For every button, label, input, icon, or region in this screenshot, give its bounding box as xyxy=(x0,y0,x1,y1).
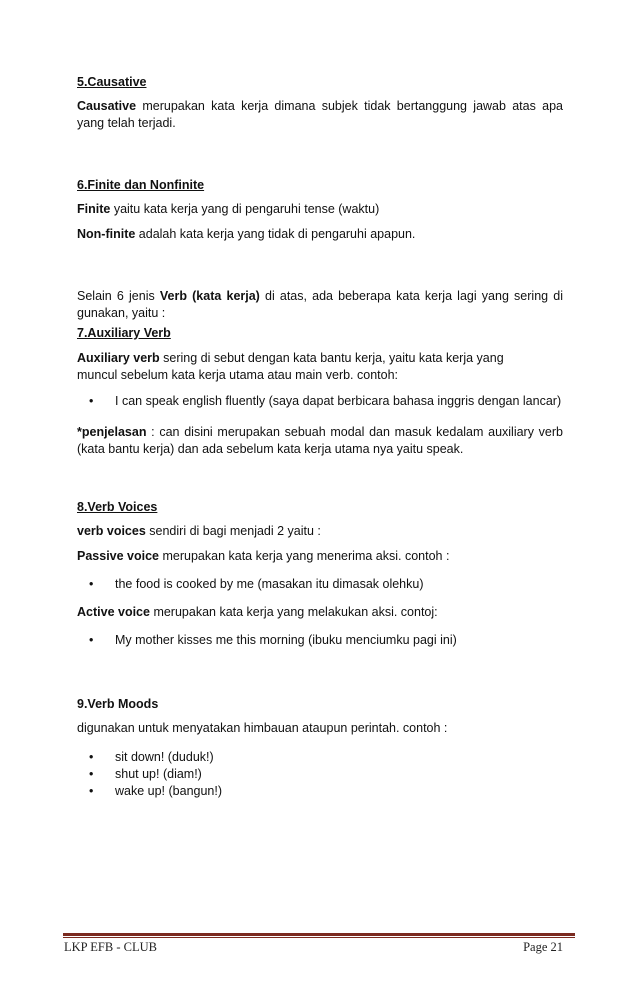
heading-verb-voices: 8.Verb Voices xyxy=(77,500,158,514)
text-penjelasan: : can disini merupakan sebuah modal dan masuk kedalam auxiliary verb (kata bantu kerja) dan ada sebelum kata kerja utama nya yaitu speak. xyxy=(77,425,563,456)
term-causative: Causative xyxy=(77,99,137,113)
bullet-icon: • xyxy=(89,577,94,591)
paragraph-auxiliary xyxy=(77,350,517,384)
text-nonfinite: adalah kata kerja yang tidak di pengaruhi apapun. xyxy=(135,227,416,241)
term-nonfinite: Non-finite xyxy=(77,227,136,241)
footer-left-text: LKP EFB - CLUB xyxy=(64,940,157,954)
bullet-icon: • xyxy=(89,633,94,647)
bullet-icon: • xyxy=(89,784,94,798)
intro-bold: Verb (kata kerja) xyxy=(159,289,260,303)
text-auxiliary: sering di sebut dengan kata bantu kerja, yaitu kata kerja yang muncul sebelum kata kerja utama atau main verb. contoh: xyxy=(77,351,504,382)
list-item: • wake up! (bangun!) xyxy=(89,784,223,798)
bullet-list-auxiliary xyxy=(77,393,561,410)
paragraph-intro xyxy=(77,288,563,322)
heading-causative: 5.Causative xyxy=(77,75,147,89)
term-auxiliary: Auxiliary verb xyxy=(77,351,160,365)
text-passive: merupakan kata kerja yang menerima aksi. contoh : xyxy=(159,549,450,563)
paragraph-verb-moods: digunakan untuk menyatakan himbauan ataupun perintah. contoh : xyxy=(77,721,448,735)
paragraph-finite xyxy=(77,201,563,218)
bullet-icon: • xyxy=(89,394,94,408)
heading-verb-moods: 9.Verb Moods xyxy=(77,697,159,711)
list-item: • sit down! (duduk!) xyxy=(89,750,214,764)
list-item: • My mother kisses me this morning (ibuku menciumku pagi ini) xyxy=(89,633,457,647)
paragraph-nonfinite xyxy=(77,226,563,243)
text-causative: merupakan kata kerja dimana subjek tidak bertanggung jawab atas apa yang telah terjadi. xyxy=(77,99,563,130)
footer-rule-thin xyxy=(63,937,575,938)
text-active: merupakan kata kerja yang melakukan aksi. contoj: xyxy=(149,605,438,619)
list-item: • the food is cooked by me (masakan itu dimasak olehku) xyxy=(89,577,424,591)
bullet-list-passive xyxy=(77,576,424,593)
term-passive: Passive voice xyxy=(77,549,160,563)
paragraph-penjelasan xyxy=(77,424,563,458)
heading-auxiliary-verb: 7.Auxiliary Verb xyxy=(77,326,171,340)
term-active: Active voice xyxy=(77,605,150,619)
term-finite: Finite xyxy=(77,202,111,216)
heading-finite-nonfinite: 6.Finite dan Nonfinite xyxy=(77,178,205,192)
footer-page-number: Page 21 xyxy=(523,940,563,954)
paragraph-verb-voices xyxy=(77,523,563,540)
footer-rule xyxy=(63,933,575,936)
text-finite: yaitu kata kerja yang di pengaruhi tense (waktu) xyxy=(110,202,380,216)
term-penjelasan: *penjelasan xyxy=(77,425,147,439)
bullet-list-moods xyxy=(77,749,222,800)
bullet-list-active xyxy=(77,632,457,649)
paragraph-active xyxy=(77,604,563,621)
intro-post: di atas, ada beberapa kata kerja lagi yang sering di gunakan, yaitu : xyxy=(77,289,563,320)
list-item: • shut up! (diam!) xyxy=(89,767,202,781)
text-verb-voices: sendiri di bagi menjadi 2 yaitu : xyxy=(145,524,321,538)
paragraph-passive xyxy=(77,548,563,565)
bullet-icon: • xyxy=(89,750,94,764)
intro-pre: Selain 6 jenis xyxy=(77,289,160,303)
list-item: • I can speak english fluently (saya dapat berbicara bahasa inggris dengan lancar) xyxy=(89,394,562,408)
paragraph-causative xyxy=(77,98,563,132)
bullet-icon: • xyxy=(89,767,94,781)
term-verb-voices: verb voices xyxy=(77,524,146,538)
